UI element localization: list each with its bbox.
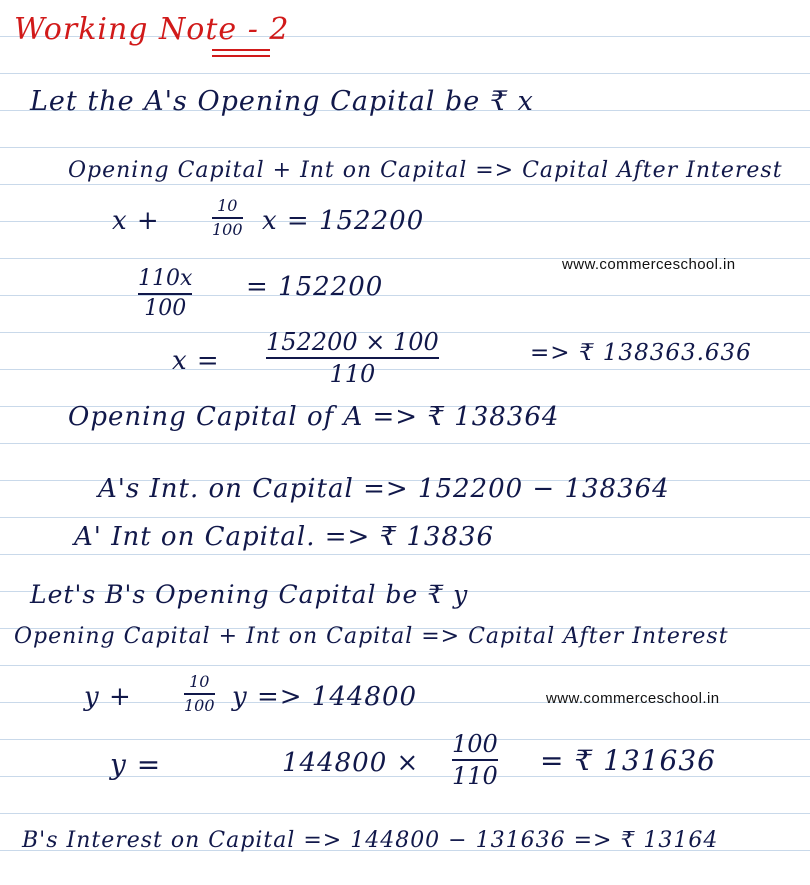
fraction-100-over-110 — [452, 732, 498, 788]
fraction-denominator: 100 — [144, 296, 187, 321]
line-eq4-right: y => 144800 — [232, 682, 418, 712]
line-eq5-left: y = — [110, 748, 162, 781]
line-eq1-left: x + — [112, 206, 160, 236]
line-eq5-result: = ₹ 131636 — [540, 744, 716, 777]
fraction-numerator: 110x — [138, 266, 193, 291]
fraction-bar — [452, 759, 498, 761]
line-eq2-right: = 152200 — [246, 272, 384, 302]
line-formula-b: Opening Capital + Int on Capital => Capital After Interest — [14, 624, 729, 649]
line-let-a-capital: Let the A's Opening Capital be ₹ x — [30, 86, 534, 117]
fraction-denominator: 110 — [329, 360, 376, 388]
fraction-bar — [184, 693, 215, 695]
page-title: Working Note - 2 — [14, 12, 290, 47]
fraction-numerator: 100 — [452, 730, 498, 758]
line-opening-capital-a: Opening Capital of A => ₹ 138364 — [68, 402, 560, 432]
fraction-bar — [266, 357, 439, 359]
fraction-bar — [138, 293, 192, 295]
fraction-denominator: 100 — [184, 696, 215, 715]
line-eq3-result: => ₹ 138363.636 — [530, 340, 752, 366]
line-eq5-mid: 144800 × — [282, 748, 420, 778]
fraction-numerator: 10 — [217, 196, 238, 215]
line-formula-a: Opening Capital + Int on Capital => Capital After Interest — [68, 158, 783, 183]
line-eq1-right: x = 152200 — [262, 206, 425, 236]
fraction-10-over-100-a — [212, 198, 243, 238]
fraction-10-over-100-b — [184, 674, 215, 714]
line-a-int-calc: A's Int. on Capital => 152200 − 138364 — [98, 474, 670, 504]
fraction-110x-over-100 — [138, 268, 192, 320]
line-eq4-left: y + — [84, 682, 132, 712]
watermark-bottom: www.commerceschool.in — [546, 690, 720, 707]
line-let-b-capital: Let's B's Opening Capital be ₹ y — [30, 580, 469, 609]
line-eq3-left: x = — [172, 346, 220, 376]
fraction-bar — [212, 217, 243, 219]
line-b-interest: B's Interest on Capital => 144800 − 131636 => ₹ 13164 — [22, 828, 719, 853]
fraction-numerator: 152200 × 100 — [266, 328, 439, 356]
fraction-denominator: 110 — [452, 762, 498, 790]
fraction-denominator: 100 — [212, 220, 243, 239]
watermark-top: www.commerceschool.in — [562, 256, 736, 273]
line-a-int-result: A' Int on Capital. => ₹ 13836 — [74, 522, 495, 552]
fraction-152200x100-over-110 — [266, 330, 439, 386]
fraction-numerator: 10 — [189, 672, 210, 691]
title-underline-2 — [212, 55, 270, 57]
title-underline — [212, 49, 270, 51]
